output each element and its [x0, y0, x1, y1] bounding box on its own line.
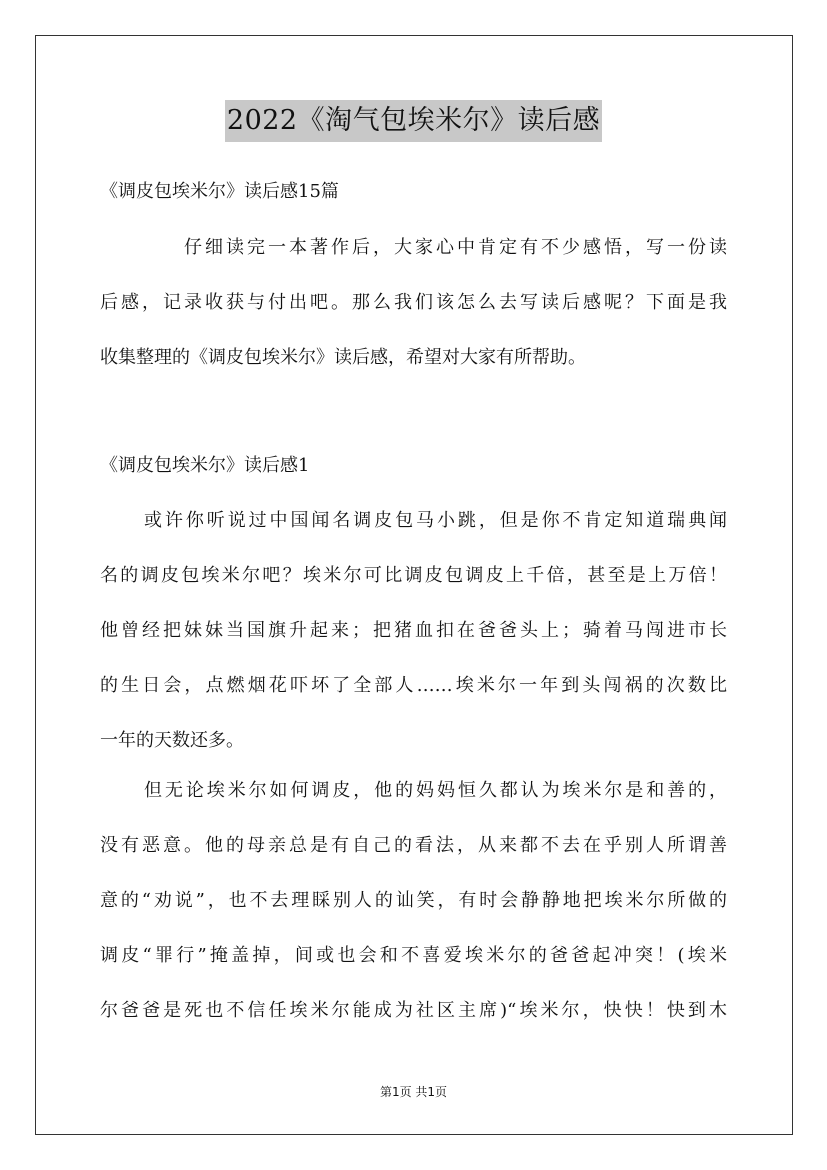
paragraph-line: 一年的天数还多。	[100, 730, 244, 751]
intro-line: 仔细读完一本著作后，大家心中肯定有不少感悟，写一份读	[184, 237, 727, 258]
paragraph-line: 他曾经把妹妹当国旗升起来；把猪血扣在爸爸头上；骑着马闯进市长	[100, 620, 727, 641]
paragraph-line: 意的“劝说”，也不去理睬别人的讪笑，有时会静静地把埃米尔所做的	[100, 890, 727, 911]
paragraph-line: 调皮“罪行”掩盖掉，间或也会和不喜爱埃米尔的爸爸起冲突！(埃米	[100, 945, 727, 966]
paragraph-line: 的生日会，点燃烟花吓坏了全部人……埃米尔一年到头闯祸的次数比	[100, 675, 727, 696]
subtitle: 《调皮包埃米尔》读后感15篇	[100, 181, 339, 202]
intro-line: 后感，记录收获与付出吧。那么我们该怎么去写读后感呢？下面是我	[100, 292, 727, 313]
paragraph-line: 没有恶意。他的母亲总是有自己的看法，从来都不去在乎别人所谓善	[100, 835, 727, 856]
page-footer: 第1页 共1页	[379, 1085, 448, 1099]
section-heading: 《调皮包埃米尔》读后感1	[100, 455, 310, 476]
document-title: 2022《淘气包埃米尔》读后感	[225, 100, 602, 142]
paragraph-line: 但无论埃米尔如何调皮，他的妈妈恒久都认为埃米尔是和善的，	[144, 780, 727, 801]
paragraph-line: 尔爸爸是死也不信任埃米尔能成为社区主席)“埃米尔，快快！快到木	[100, 1000, 727, 1021]
title-area	[0, 100, 827, 142]
paragraph-line: 名的调皮包埃米尔吧？埃米尔可比调皮包调皮上千倍，甚至是上万倍！	[100, 565, 727, 586]
paragraph-line: 或许你听说过中国闻名调皮包马小跳，但是你不肯定知道瑞典闻	[144, 510, 727, 531]
intro-line: 收集整理的《调皮包埃米尔》读后感，希望对大家有所帮助。	[100, 347, 586, 368]
